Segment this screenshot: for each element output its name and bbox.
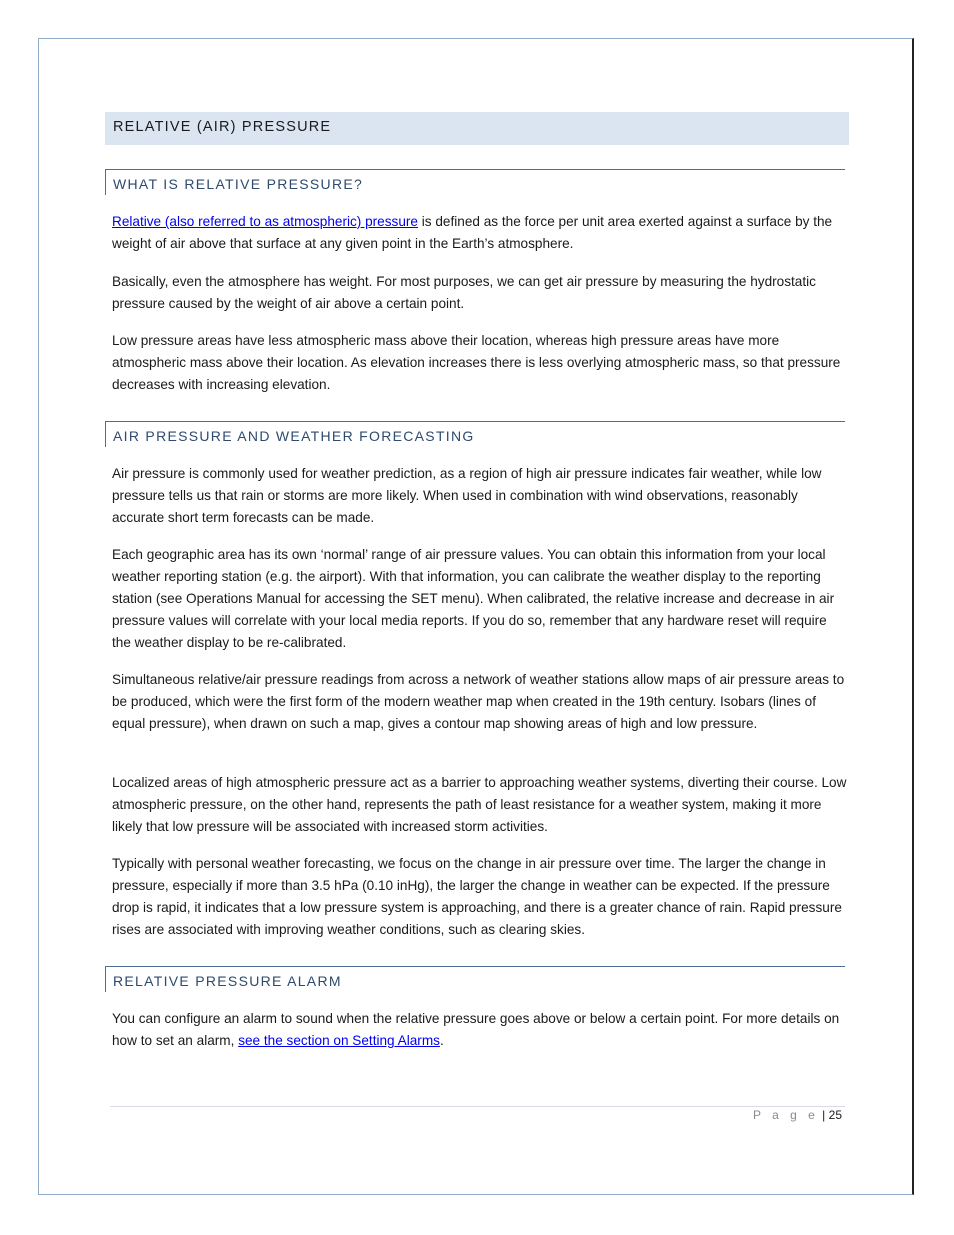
paragraph-text: .: [439, 1033, 444, 1048]
paragraph: [112, 211, 847, 255]
paragraph: Low pressure areas have less atmospheric mass above their location, whereas high pressure areas have more atmospheric mass above their location. As elevation increases there is less overlying atmospheric mass, so that pressure decreases with increasing elevation.: [112, 333, 841, 392]
section-heading-what-is-relative-pressure: WHAT IS RELATIVE PRESSURE?: [105, 169, 845, 195]
paragraph: Basically, even the atmosphere has weight. For most purposes, we can get air pressure by measuring the hydrostatic pressure caused by the weight of air above a certain point.: [112, 274, 816, 311]
paragraph: Typically with personal weather forecasting, we focus on the change in air pressure over time. The larger the change in pressure, especially if more than 3.5 hPa (0.10 inHg), the larger the change in weather can be expected. If the pressure drop is rapid, it indicates that a low pressure system is approaching, and there is a greater chance of rain. Rapid pressure rises are associated with improving weather conditions, such as clearing skies.: [112, 856, 842, 937]
page-number: 25: [828, 1108, 842, 1122]
setting-alarms-link[interactable]: see the section on Setting Alarms: [238, 1033, 440, 1048]
paragraph-text: is defined as the force per unit area exerted against a surface by the weight of air above that surface at any given point in the Earth’s atmosphere.: [112, 214, 833, 251]
section-heading-air-pressure-forecasting: AIR PRESSURE AND WEATHER FORECASTING: [105, 421, 845, 447]
page-title: RELATIVE (AIR) PRESSURE: [105, 112, 849, 145]
relative-pressure-link[interactable]: Relative (also referred to as atmospheric) pressure: [112, 214, 418, 229]
paragraph: Air pressure is commonly used for weather prediction, as a region of high air pressure indicates fair weather, while low pressure tells us that rain or storms are more likely. When used in combination with wind observations, reasonably accurate short term forecasts can be made.: [112, 466, 822, 525]
paragraph: Localized areas of high atmospheric pressure act as a barrier to approaching weather systems, diverting their course. Low atmospheric pressure, on the other hand, represents the path of least resistance for a weather system, making it more likely that low pressure will be associated with increased storm activities.: [112, 775, 847, 834]
paragraph: [112, 1008, 847, 1052]
footer-divider: [110, 1106, 845, 1107]
paragraph: Simultaneous relative/air pressure readings from across a network of weather stations allow maps of air pressure areas to be produced, which were the first form of the modern weather map when created in the 19th century. Isobars (lines of equal pressure), when drawn on such a map, gives a contour map showing areas of high and low pressure.: [112, 672, 845, 731]
paragraph: Each geographic area has its own ‘normal’ range of air pressure values. You can obtain this information from your local weather reporting station (e.g. the airport). With that information, you can calibrate the weather display to the reporting station (see Operations Manual for accessing the SET menu). When calibrated, the relative increase and decrease in air pressure values will correlate with your local media reports. If you do so, remember that any hardware reset will require the weather display to be re-calibrated.: [112, 547, 835, 650]
page-separator: |: [818, 1108, 829, 1122]
page-footer: [753, 1108, 842, 1122]
paragraph-text: You can configure an alarm to sound when the relative pressure goes above or below a certain point. For more details on how to set an alarm,: [112, 1011, 840, 1048]
section-heading-relative-pressure-alarm: RELATIVE PRESSURE ALARM: [105, 966, 845, 992]
page-label: P a g e: [753, 1108, 819, 1122]
